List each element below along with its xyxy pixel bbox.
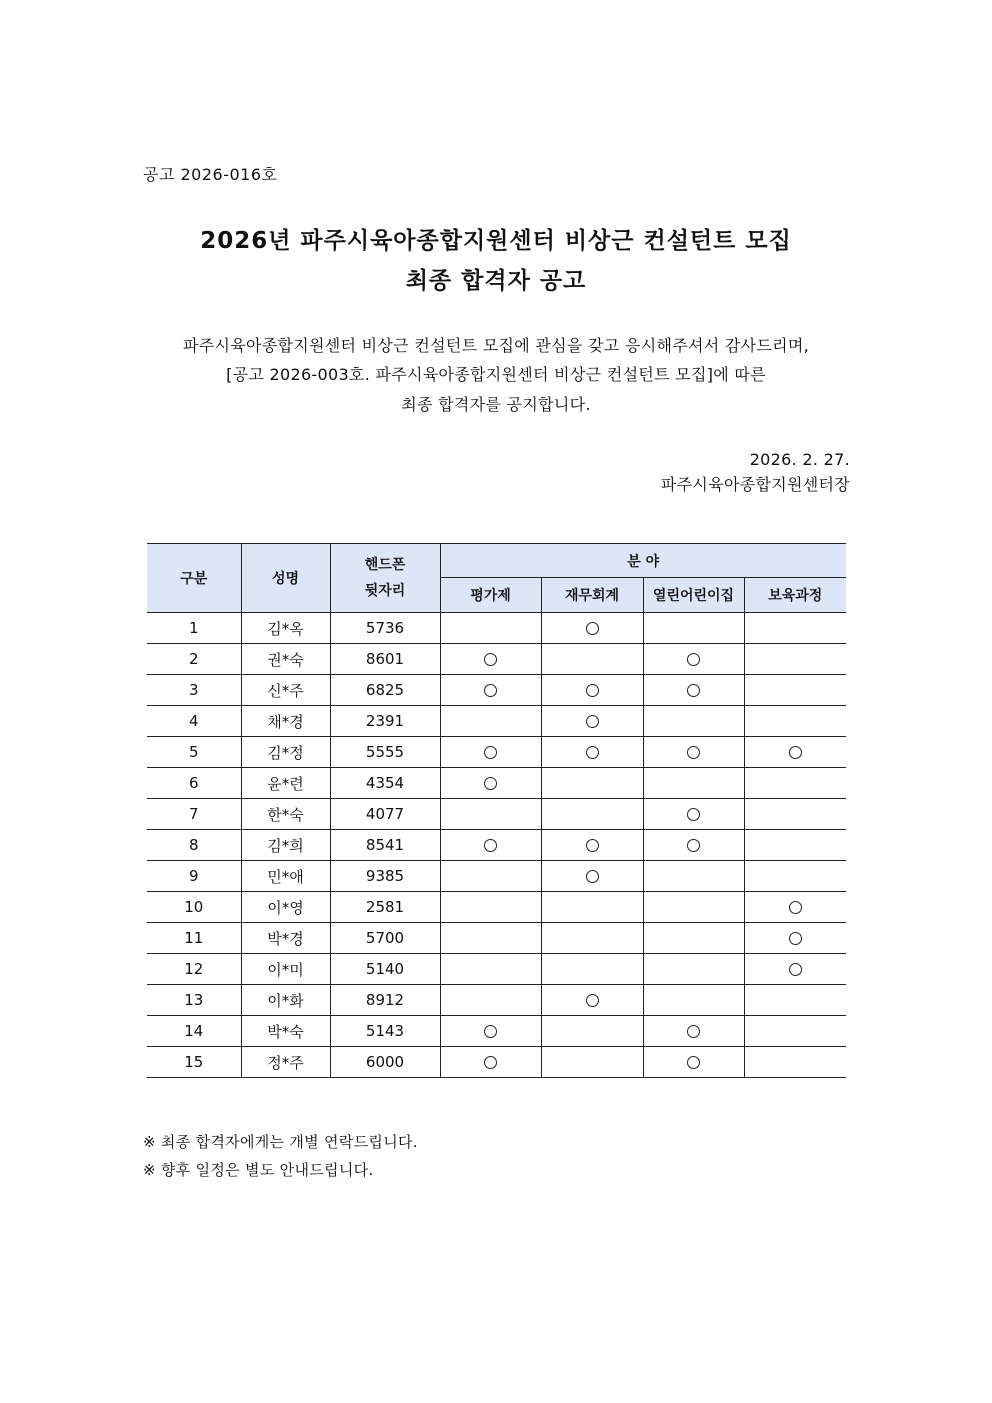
- cell-no: 6: [147, 768, 241, 799]
- cell-field-2: [643, 737, 744, 768]
- cell-no: 5: [147, 737, 241, 768]
- note-1: ※ 최종 합격자에게는 개별 연락드립니다.: [143, 1133, 418, 1151]
- selected-circle-icon: [586, 746, 599, 759]
- cell-name: 이*영: [241, 892, 330, 923]
- cell-no: 4: [147, 706, 241, 737]
- cell-name: 민*애: [241, 861, 330, 892]
- cell-name: 김*정: [241, 737, 330, 768]
- selected-circle-icon: [484, 777, 497, 790]
- cell-field-0: [440, 799, 541, 830]
- selected-circle-icon: [789, 746, 802, 759]
- cell-no: 1: [147, 613, 241, 644]
- cell-field-2: [643, 675, 744, 706]
- cell-name: 박*경: [241, 923, 330, 954]
- selected-circle-icon: [789, 901, 802, 914]
- cell-no: 13: [147, 985, 241, 1016]
- table-row: [147, 892, 846, 923]
- cell-field-0: [440, 706, 541, 737]
- header-field-group: 분 야: [440, 544, 846, 578]
- cell-field-3: [744, 985, 846, 1016]
- cell-field-2: [643, 1016, 744, 1047]
- cell-field-2: [643, 830, 744, 861]
- table-row: [147, 985, 846, 1016]
- cell-name: 이*화: [241, 985, 330, 1016]
- cell-field-0: [440, 892, 541, 923]
- cell-phone: 6000: [330, 1047, 440, 1078]
- cell-field-2: [643, 861, 744, 892]
- header-phone: [330, 544, 440, 613]
- cell-no: 10: [147, 892, 241, 923]
- cell-phone: 8601: [330, 644, 440, 675]
- body-paragraph-line-1: 파주시육아종합지원센터 비상근 컨설턴트 모집에 관심을 갖고 응시해주셔서 감사드리며,: [182, 336, 810, 355]
- cell-field-2: [643, 892, 744, 923]
- body-paragraph-line-2: [공고 2026-003호. 파주시육아종합지원센터 비상근 컨설턴트 모집]에 따른: [226, 365, 766, 384]
- table-row: [147, 799, 846, 830]
- table-row: [147, 923, 846, 954]
- table-row: [147, 737, 846, 768]
- table-row: [147, 613, 846, 644]
- selected-circle-icon: [687, 1025, 700, 1038]
- cell-field-3: [744, 923, 846, 954]
- table-row: [147, 1016, 846, 1047]
- cell-field-1: [541, 954, 643, 985]
- cell-name: 이*미: [241, 954, 330, 985]
- cell-field-3: [744, 706, 846, 737]
- cell-field-0: [440, 644, 541, 675]
- cell-phone: 5700: [330, 923, 440, 954]
- cell-field-1: [541, 706, 643, 737]
- selected-circle-icon: [586, 684, 599, 697]
- results-table: [147, 543, 846, 1078]
- table-row: [147, 706, 846, 737]
- header-field-curriculum: 보육과정: [744, 578, 846, 613]
- cell-field-1: [541, 923, 643, 954]
- cell-field-0: [440, 861, 541, 892]
- header-phone-line-1: 핸드폰: [364, 557, 406, 573]
- cell-name: 박*숙: [241, 1016, 330, 1047]
- header-field-open-daycare: 열린어린이집: [643, 578, 744, 613]
- table-row: [147, 768, 846, 799]
- selected-circle-icon: [484, 1056, 497, 1069]
- selected-circle-icon: [687, 1056, 700, 1069]
- cell-field-1: [541, 830, 643, 861]
- announcement-date: 2026. 2. 27.: [749, 450, 850, 469]
- cell-name: 한*숙: [241, 799, 330, 830]
- table-row: [147, 954, 846, 985]
- selected-circle-icon: [484, 1025, 497, 1038]
- cell-field-0: [440, 675, 541, 706]
- selected-circle-icon: [687, 746, 700, 759]
- cell-no: 7: [147, 799, 241, 830]
- page-subtitle: 최종 합격자 공고: [405, 268, 587, 294]
- cell-field-1: [541, 737, 643, 768]
- notice-number: 공고 2026-016호: [143, 165, 278, 184]
- cell-name: 채*경: [241, 706, 330, 737]
- table-row: [147, 861, 846, 892]
- selected-circle-icon: [789, 932, 802, 945]
- cell-name: 윤*련: [241, 768, 330, 799]
- cell-field-3: [744, 1047, 846, 1078]
- cell-field-3: [744, 768, 846, 799]
- results-table-body: [147, 613, 846, 1078]
- table-row: [147, 1047, 846, 1078]
- cell-phone: 8541: [330, 830, 440, 861]
- cell-field-3: [744, 799, 846, 830]
- cell-no: 3: [147, 675, 241, 706]
- cell-field-2: [643, 768, 744, 799]
- cell-name: 권*숙: [241, 644, 330, 675]
- header-name: 성명: [241, 544, 330, 613]
- header-phone-line-2: 뒷자리: [364, 583, 406, 599]
- cell-field-2: [643, 954, 744, 985]
- cell-name: 신*주: [241, 675, 330, 706]
- table-row: [147, 675, 846, 706]
- selected-circle-icon: [586, 839, 599, 852]
- cell-phone: 2391: [330, 706, 440, 737]
- cell-field-1: [541, 644, 643, 675]
- cell-field-2: [643, 706, 744, 737]
- selected-circle-icon: [687, 808, 700, 821]
- note-2: ※ 향후 일정은 별도 안내드립니다.: [143, 1161, 374, 1179]
- cell-field-0: [440, 737, 541, 768]
- cell-no: 2: [147, 644, 241, 675]
- cell-phone: 6825: [330, 675, 440, 706]
- cell-field-3: [744, 861, 846, 892]
- cell-field-2: [643, 923, 744, 954]
- cell-field-1: [541, 799, 643, 830]
- cell-field-2: [643, 644, 744, 675]
- cell-field-1: [541, 1047, 643, 1078]
- cell-field-3: [744, 737, 846, 768]
- cell-field-2: [643, 985, 744, 1016]
- table-row: [147, 644, 846, 675]
- header-field-accounting: 재무회계: [541, 578, 643, 613]
- cell-field-0: [440, 1047, 541, 1078]
- cell-name: 김*희: [241, 830, 330, 861]
- cell-field-1: [541, 985, 643, 1016]
- page-title: 2026년 파주시육아종합지원센터 비상근 컨설턴트 모집: [200, 228, 792, 254]
- cell-phone: 4354: [330, 768, 440, 799]
- cell-field-2: [643, 1047, 744, 1078]
- header-no: 구분: [147, 544, 241, 613]
- selected-circle-icon: [586, 994, 599, 1007]
- cell-phone: 5736: [330, 613, 440, 644]
- issuer-name: 파주시육아종합지원센터장: [660, 475, 850, 494]
- selected-circle-icon: [687, 839, 700, 852]
- cell-field-0: [440, 923, 541, 954]
- cell-field-3: [744, 892, 846, 923]
- cell-field-1: [541, 768, 643, 799]
- cell-no: 14: [147, 1016, 241, 1047]
- cell-field-0: [440, 954, 541, 985]
- body-paragraph-line-3: 최종 합격자를 공지합니다.: [401, 395, 591, 414]
- cell-field-1: [541, 613, 643, 644]
- cell-field-0: [440, 1016, 541, 1047]
- selected-circle-icon: [586, 715, 599, 728]
- cell-no: 9: [147, 861, 241, 892]
- selected-circle-icon: [484, 684, 497, 697]
- selected-circle-icon: [484, 653, 497, 666]
- cell-no: 15: [147, 1047, 241, 1078]
- selected-circle-icon: [789, 963, 802, 976]
- selected-circle-icon: [687, 684, 700, 697]
- cell-field-0: [440, 830, 541, 861]
- cell-phone: 8912: [330, 985, 440, 1016]
- cell-phone: 5140: [330, 954, 440, 985]
- cell-phone: 5555: [330, 737, 440, 768]
- selected-circle-icon: [586, 870, 599, 883]
- cell-field-1: [541, 675, 643, 706]
- cell-no: 11: [147, 923, 241, 954]
- cell-field-3: [744, 1016, 846, 1047]
- cell-no: 8: [147, 830, 241, 861]
- cell-phone: 2581: [330, 892, 440, 923]
- cell-field-1: [541, 1016, 643, 1047]
- cell-field-3: [744, 644, 846, 675]
- table-row: [147, 830, 846, 861]
- cell-field-0: [440, 613, 541, 644]
- cell-no: 12: [147, 954, 241, 985]
- header-field-evaluation: 평가제: [440, 578, 541, 613]
- cell-name: 정*주: [241, 1047, 330, 1078]
- cell-field-2: [643, 799, 744, 830]
- cell-field-1: [541, 861, 643, 892]
- cell-name: 김*옥: [241, 613, 330, 644]
- cell-phone: 5143: [330, 1016, 440, 1047]
- cell-field-3: [744, 613, 846, 644]
- cell-field-2: [643, 613, 744, 644]
- selected-circle-icon: [687, 653, 700, 666]
- cell-field-1: [541, 892, 643, 923]
- selected-circle-icon: [484, 746, 497, 759]
- cell-field-3: [744, 954, 846, 985]
- selected-circle-icon: [484, 839, 497, 852]
- cell-field-3: [744, 830, 846, 861]
- cell-phone: 4077: [330, 799, 440, 830]
- cell-field-3: [744, 675, 846, 706]
- selected-circle-icon: [586, 622, 599, 635]
- cell-phone: 9385: [330, 861, 440, 892]
- cell-field-0: [440, 768, 541, 799]
- cell-field-0: [440, 985, 541, 1016]
